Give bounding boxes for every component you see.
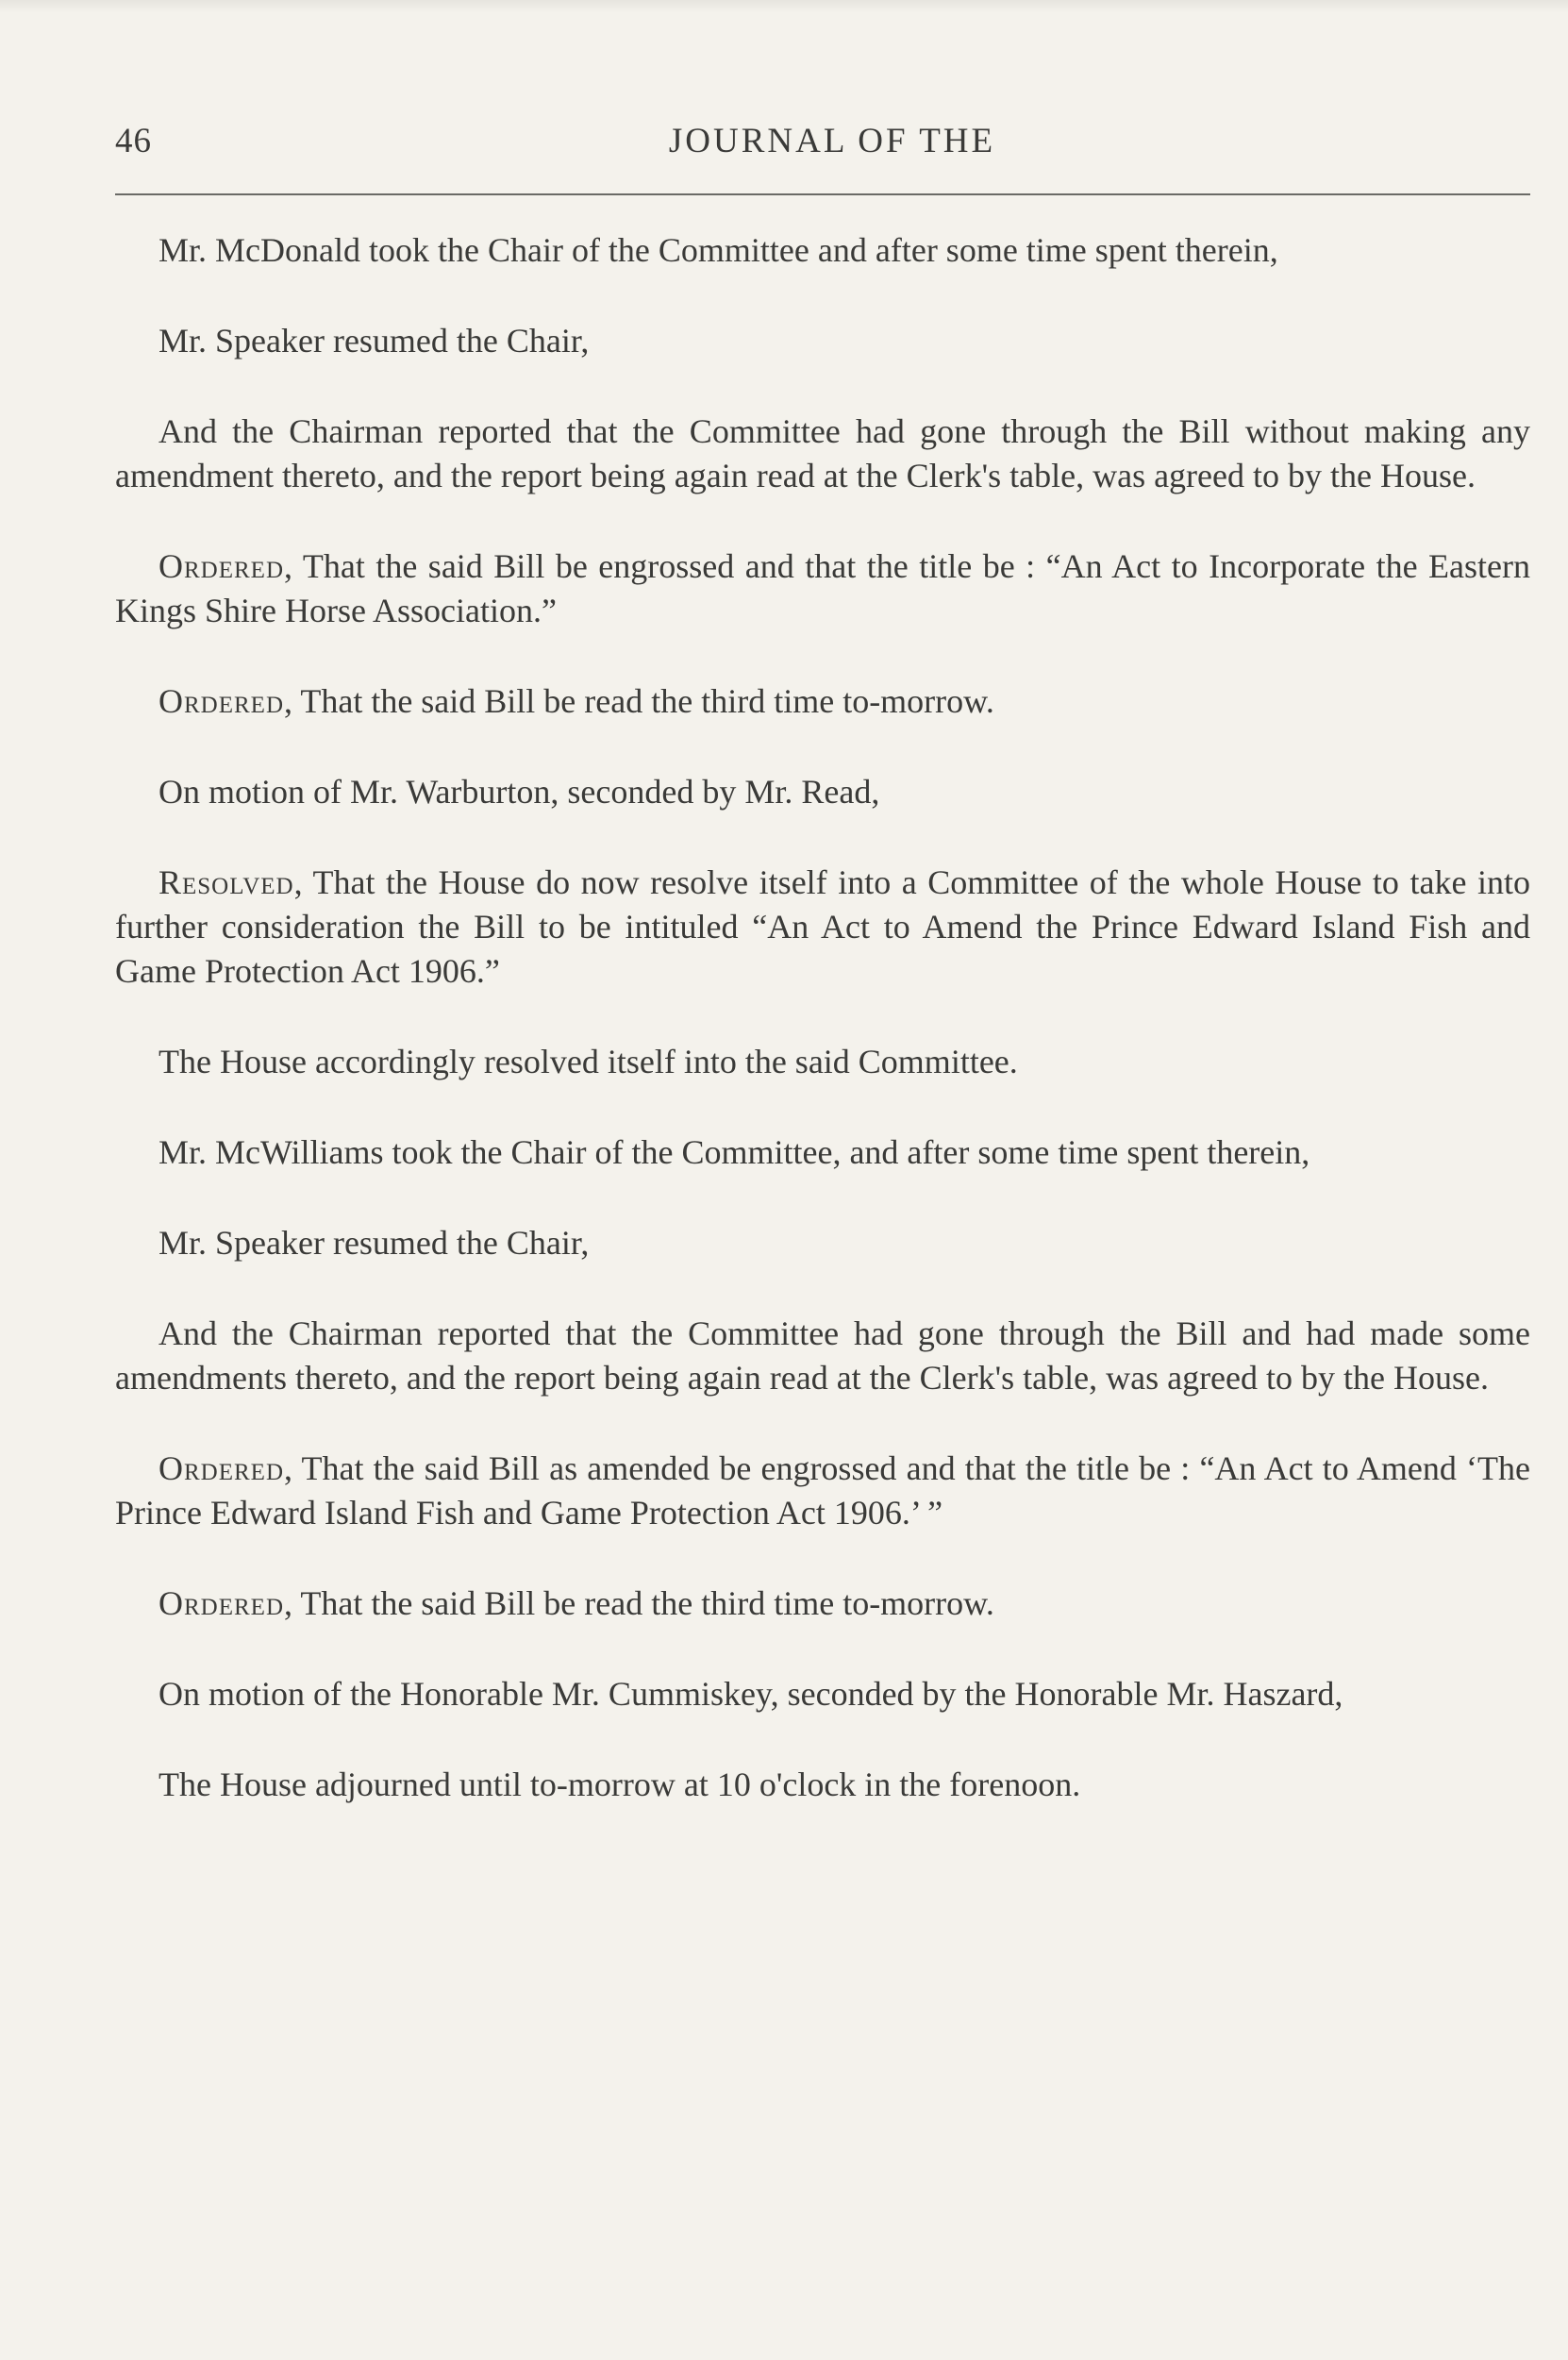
paragraph <box>115 410 1530 498</box>
paragraph <box>115 1040 1530 1084</box>
paragraph-lead: Ordered <box>158 682 284 720</box>
paragraph-text: On motion of the Honorable Mr. Cummiskey, seconded by the Honorable Mr. Haszard, <box>158 1675 1343 1713</box>
paragraph <box>115 228 1530 273</box>
paragraph-text: On motion of Mr. Warburton, seconded by Mr. Read, <box>158 773 880 811</box>
header-rule <box>115 193 1530 195</box>
paragraph-text: Mr. Speaker resumed the Chair, <box>158 1224 590 1262</box>
paragraph-text: Mr. Speaker resumed the Chair, <box>158 322 590 360</box>
paragraph <box>115 544 1530 633</box>
paragraph-text: Mr. McWilliams took the Chair of the Committee, and after some time spent therein, <box>158 1133 1310 1171</box>
paragraph-text: , That the House do now resolve itself into a Committee of the whole House to take into further consideration the Bill to be intituled “An Act to Amend the Prince Edward Island Fish and Game Protection Act 1906.” <box>115 863 1530 990</box>
paragraph-text: The House accordingly resolved itself into the said Committee. <box>158 1043 1018 1080</box>
paragraph-text: And the Chairman reported that the Committee had gone through the Bill without making any amendment thereto, and the report being again read at the Clerk's table, was agreed to by the House. <box>115 412 1530 494</box>
paragraph <box>115 1672 1530 1716</box>
paragraph <box>115 1221 1530 1265</box>
paragraph <box>115 770 1530 814</box>
paragraph-lead: Ordered <box>158 1449 284 1487</box>
paragraph-text: Mr. McDonald took the Chair of the Committee and after some time spent therein, <box>158 231 1278 269</box>
running-head: JOURNAL OF THE <box>668 122 996 160</box>
paragraph <box>115 861 1530 994</box>
journal-body <box>115 228 1530 1853</box>
paragraph-text: , That the said Bill as amended be engrossed and that the title be : “An Act to Amend ‘The Prince Edward Island Fish and Game Protection Act 1906.’ ” <box>115 1449 1530 1531</box>
paragraph-text: , That the said Bill be engrossed and that the title be : “An Act to Incorporate the Eastern Kings Shire Horse Association.” <box>115 547 1530 629</box>
paragraph-lead: Ordered <box>158 1584 284 1622</box>
page-number: 46 <box>115 122 152 160</box>
paragraph-text: , That the said Bill be read the third time to-morrow. <box>284 682 994 720</box>
paragraph-text: , That the said Bill be read the third time to-morrow. <box>284 1584 994 1622</box>
paragraph <box>115 1582 1530 1626</box>
paragraph-text: And the Chairman reported that the Committee had gone through the Bill and had made some amendments thereto, and the report being again read at the Clerk's table, was agreed to by the House. <box>115 1314 1530 1397</box>
paragraph <box>115 1763 1530 1807</box>
page-header <box>115 121 1530 168</box>
paragraph <box>115 679 1530 724</box>
paragraph-text: The House adjourned until to-morrow at 10 o'clock in the forenoon. <box>158 1766 1081 1803</box>
paragraph <box>115 1130 1530 1175</box>
paragraph-lead: Ordered <box>158 547 284 585</box>
paragraph <box>115 319 1530 363</box>
paragraph <box>115 1447 1530 1535</box>
paragraph <box>115 1312 1530 1400</box>
paragraph-lead: Resolved <box>158 863 294 901</box>
page-edge-shadow <box>0 0 1568 13</box>
